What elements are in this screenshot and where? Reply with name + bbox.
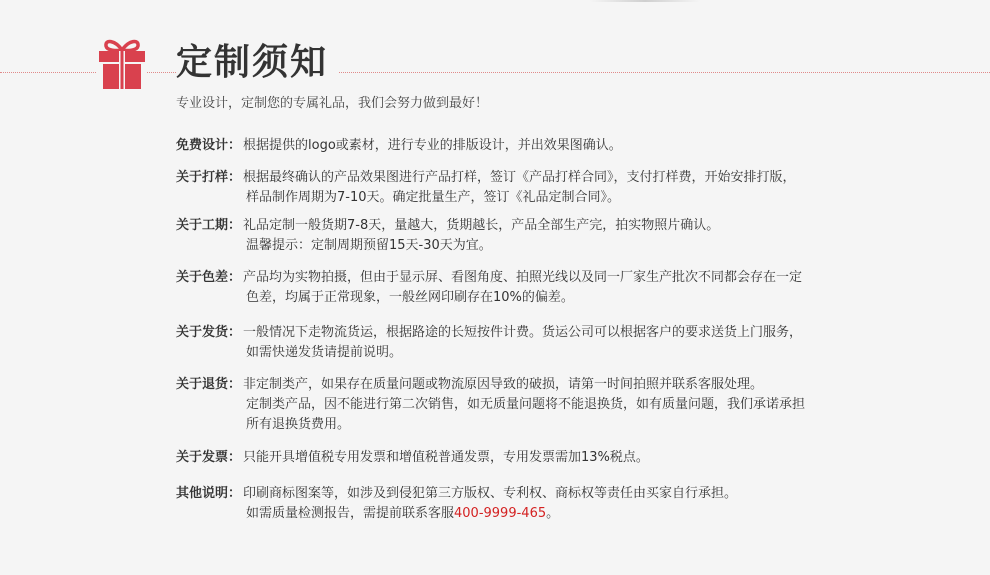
service-phone-number: 400-9999-465 [454, 506, 547, 521]
notice-line: 如需快递发货请提前说明。 [246, 345, 403, 360]
notice-label: 关于色差： [176, 270, 242, 285]
notice-returns [176, 375, 876, 435]
notice-label: 关于退货： [176, 377, 242, 392]
notice-free-design [176, 136, 876, 156]
notice-line: 只能开具增值税专用发票和增值税普通发票，专用发票需加13%税点。 [243, 450, 649, 465]
notice-line: 样品制作周期为7-10天。确定批量生产，签订《礼品定制合同》。 [246, 190, 621, 205]
notice-line: 印刷商标图案等，如涉及到侵犯第三方版权、专利权、商标权等责任由买家自行承担。 [243, 486, 738, 501]
notice-label: 关于发票： [176, 450, 242, 465]
notice-line-suffix: 。 [546, 506, 560, 521]
notice-invoice [176, 448, 876, 468]
notice-line: 礼品定制一般货期7-8天，量越大，货期越长，产品全部生产完，拍实物照片确认。 [243, 218, 720, 233]
notice-line: 非定制类产，如果存在质量问题或物流原因导致的破损，请第一时间拍照并联系客服处理。 [243, 377, 764, 392]
notice-line: 色差，均属于正常现象，一般丝网印刷存在10%的偏差。 [246, 290, 574, 305]
notice-line-with-phone [246, 504, 876, 524]
header-divider [0, 72, 990, 73]
notice-label: 关于发货： [176, 325, 242, 340]
notice-line: 根据提供的logo或素材，进行专业的排版设计，并出效果图确认。 [243, 138, 622, 153]
notice-line: 温馨提示：定制周期预留15天-30天为宜。 [246, 238, 492, 253]
notice-label: 免费设计： [176, 138, 242, 153]
notice-lead-time [176, 216, 876, 256]
notice-sampling [176, 168, 876, 208]
notice-line: 根据最终确认的产品效果图进行产品打样，签订《产品打样合同》，支付打样费，开始安排打版， [243, 170, 796, 185]
top-shade-decoration [590, 0, 700, 2]
page-subtitle: 专业设计，定制您的专属礼品，我们会努力做到最好！ [176, 96, 489, 111]
gift-icon [97, 36, 147, 90]
notice-other [176, 484, 876, 524]
notice-shipping [176, 323, 876, 363]
notice-color-difference [176, 268, 876, 308]
page-title: 定制须知 [176, 39, 338, 87]
notice-line: 定制类产品，因不能进行第二次销售，如无质量问题将不能退换货，如有质量问题，我们承诺承担 [246, 397, 806, 412]
notice-line: 产品均为实物拍摄，但由于显示屏、看图角度、拍照光线以及同一厂家生产批次不同都会存在一定 [243, 270, 803, 285]
notice-line: 所有退换货费用。 [246, 417, 351, 432]
notice-label: 关于打样： [176, 170, 242, 185]
notice-label: 关于工期： [176, 218, 242, 233]
notice-label: 其他说明： [176, 486, 242, 501]
notice-line-text: 如需质量检测报告，需提前联系客服 [246, 506, 455, 521]
notice-line: 一般情况下走物流货运，根据路途的长短按件计费。货运公司可以根据客户的要求送货上门服务， [243, 325, 803, 340]
